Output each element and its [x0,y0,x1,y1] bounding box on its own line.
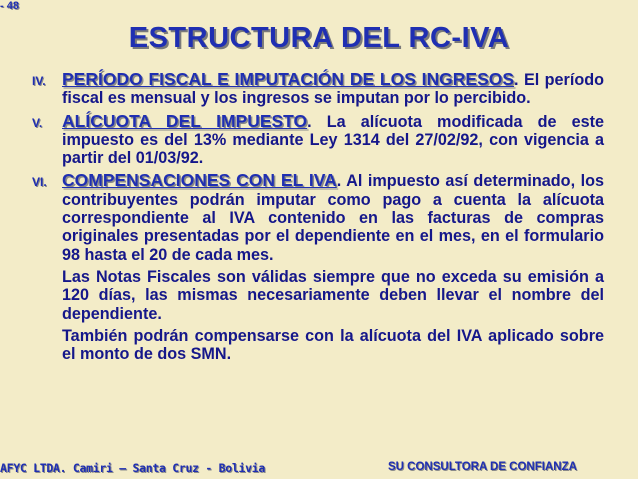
section-numeral: VI. [32,175,47,190]
page-number: - 48 [0,0,19,12]
section-heading: PERÍODO FISCAL E IMPUTACIÓN DE LOS INGRESOS [62,69,515,89]
section-item-iv [32,70,604,108]
footer-company: AFYC LTDA. Camiri – Santa Cruz - Bolivia [0,461,265,475]
section-body [62,171,604,363]
slide-content [32,70,604,367]
section-heading-end: . [307,112,312,131]
section-paragraph: También podrán compensarse con la alícuota del IVA aplicado sobre el monto de dos SMN. [62,326,604,364]
section-item-vi [32,171,604,363]
section-text: El período fiscal es mensual y los ingresos se imputan por lo percibido. [62,71,604,108]
section-heading: COMPENSACIONES CON EL IVA [62,170,337,191]
section-heading: ALÍCUOTA DEL IMPUESTO [62,110,308,131]
section-body [62,70,604,108]
section-numeral: V. [32,115,43,130]
section-text: Al impuesto así determinado, los contribuyentes podrán imputar como pago a cuenta la alícuota correspondiente al IVA contenido en las facturas de compras originales presentadas por el dependiente en el mes, en el formulario 98 hasta el 20 de cada mes. [62,172,604,264]
section-body [62,112,604,168]
section-item-v [32,112,604,168]
section-heading-end: . [514,71,519,89]
section-heading-end: . [336,172,342,191]
footer-slogan: SU CONSULTORA DE CONFIANZA [388,461,577,473]
section-paragraph: Las Notas Fiscales son válidas siempre que no exceda su emisión a 120 días, las mismas necesariamente deben llevar el nombre del dependiente. [62,267,604,323]
slide-title: ESTRUCTURA DEL RC-IVA [128,22,510,54]
section-numeral: IV. [32,74,46,88]
section-text: La alícuota modificada de este impuesto es del 13% mediante Ley 1314 del 27/02/92, con vigencia a partir del 01/03/92. [62,112,604,168]
